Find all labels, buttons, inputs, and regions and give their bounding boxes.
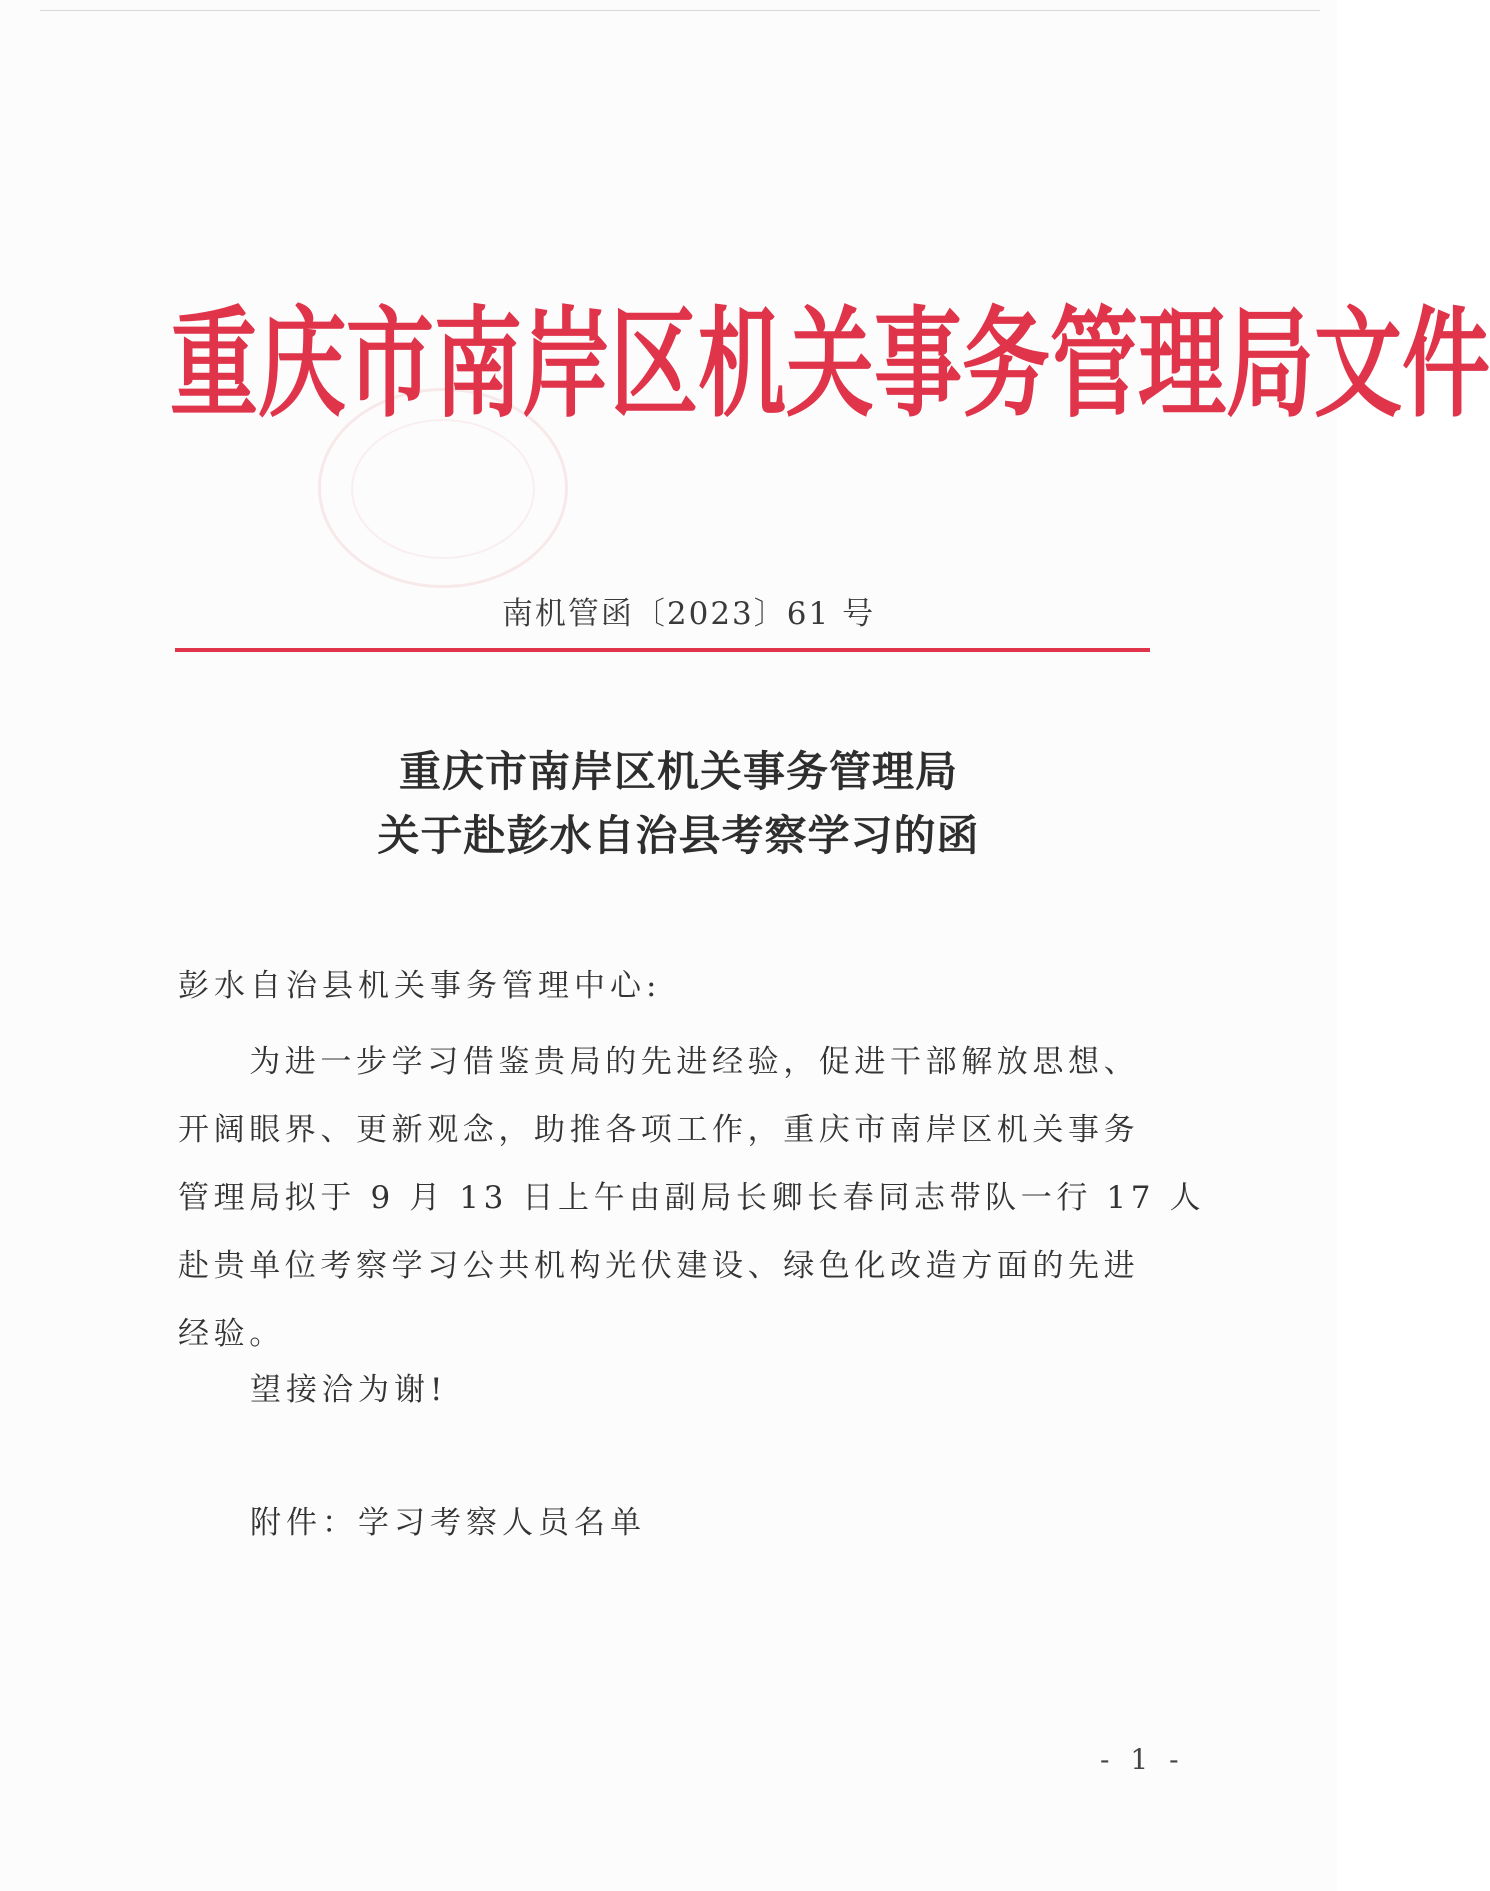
red-masthead: 重庆市南岸区机关事务管理局文件 <box>170 292 1490 434</box>
closing-remark: 望接洽为谢! <box>250 1372 448 1408</box>
paragraph-line: 赴贵单位考察学习公共机构光伏建设、绿色化改造方面的先进 <box>178 1248 1140 1284</box>
paragraph-line: 开阔眼界、更新观念，助推各项工作，重庆市南岸区机关事务 <box>178 1112 1140 1148</box>
document-number: 南机管函〔2023〕61 号 <box>501 596 876 632</box>
paragraph-line: 管理局拟于 9 月 13 日上午由副局长卿长春同志带队一行 17 人 <box>178 1180 1206 1216</box>
paragraph-line: 经验。 <box>178 1316 285 1352</box>
red-separator-line <box>175 648 1150 652</box>
attachment-note: 附件：学习考察人员名单 <box>250 1505 646 1541</box>
title-line-2: 关于赴彭水自治县考察学习的函 <box>377 811 980 860</box>
paragraph-line: 为进一步学习借鉴贵局的先进经验，促进干部解放思想、 <box>178 1044 1140 1080</box>
page-number: - 1 - <box>1100 1743 1185 1776</box>
body-paragraph <box>178 1028 1206 1368</box>
salutation: 彭水自治县机关事务管理中心: <box>178 968 662 1004</box>
title-line-1: 重庆市南岸区机关事务管理局 <box>398 747 958 796</box>
document-title <box>0 740 1337 868</box>
top-border-line <box>40 10 1320 11</box>
